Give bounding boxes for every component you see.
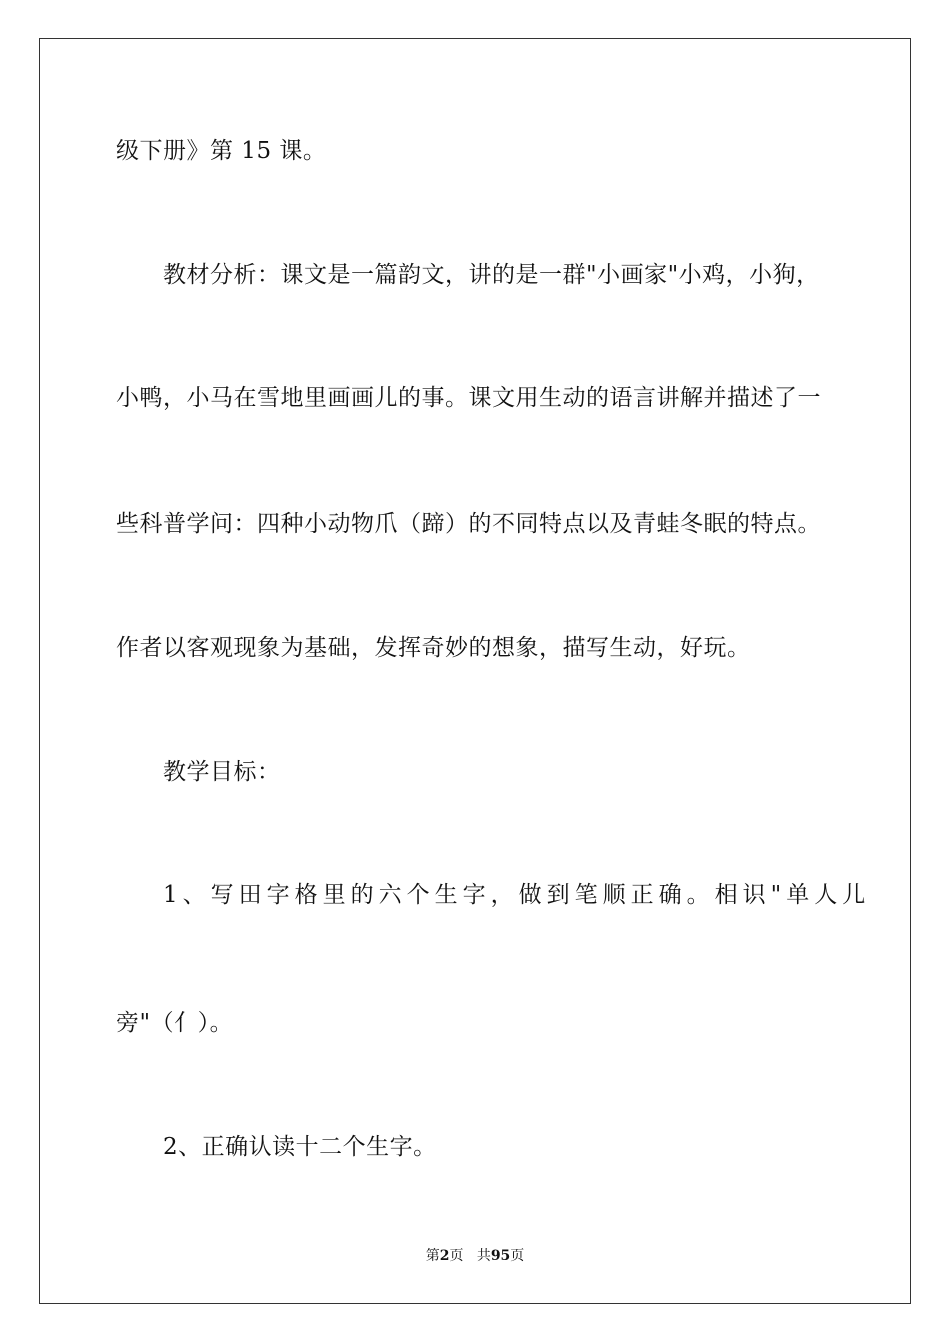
text-line-6: 教学目标： [163,759,281,785]
footer-page-number: 2 [439,1248,450,1264]
page-footer [0,1246,950,1266]
text-line-9: 2、正确认读十二个生字。 [163,1134,437,1160]
footer-total-prefix: 共 [476,1248,491,1264]
text-line-4: 些科普学问：四种小动物爪（蹄）的不同特点以及青蛙冬眠的特点。 [116,511,821,537]
text-line-7: 1、写田字格里的六个生字，做到笔顺正确。相识"单人儿 [163,882,871,908]
text-line-2: 教材分析：课文是一篇韵文，讲的是一群"小画家"小鸡，小狗， [163,262,820,288]
text-line-5: 作者以客观现象为基础，发挥奇妙的想象，描写生动，好玩。 [116,635,751,661]
text-line-8: 旁"（亻）。 [116,1010,234,1036]
footer-total-suffix: 页 [510,1248,525,1264]
footer-page-suffix: 页 [449,1248,464,1264]
text-line-1: 级下册》第 15 课。 [116,138,327,164]
footer-page-prefix: 第 [425,1248,440,1264]
text-line-3: 小鸭，小马在雪地里画画儿的事。课文用生动的语言讲解并描述了一 [116,385,821,411]
page-frame [39,38,911,1304]
footer-total-pages: 95 [490,1248,511,1264]
